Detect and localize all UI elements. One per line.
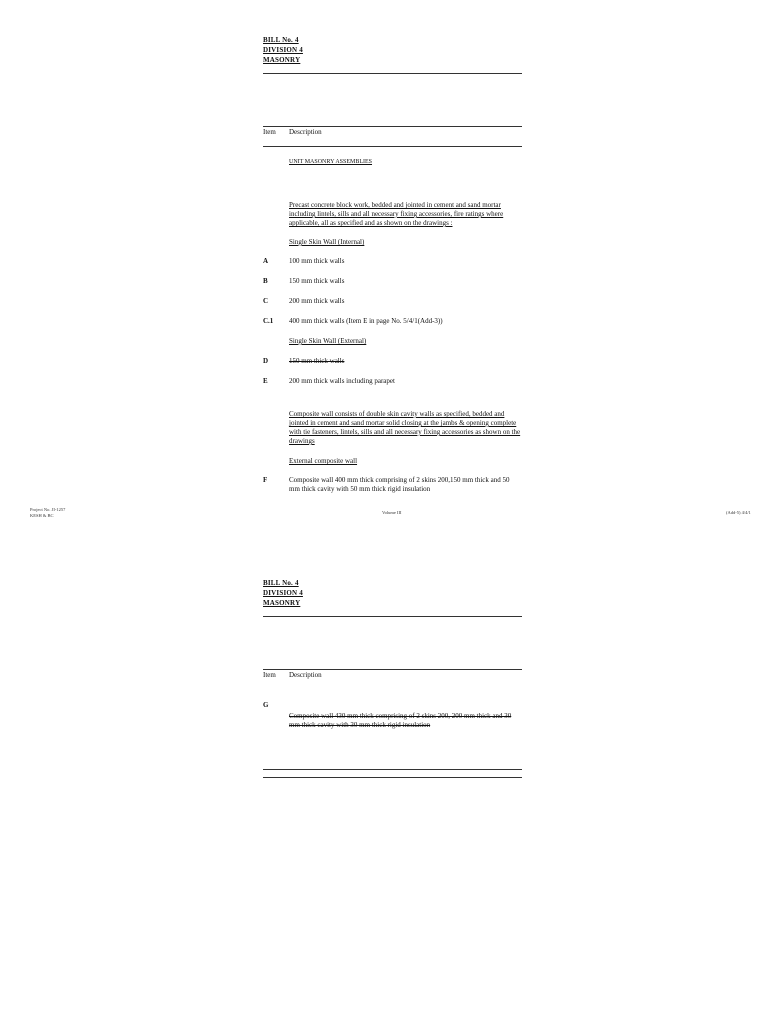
bill-number: BILL No. 4	[263, 36, 299, 44]
item-description: Composite wall 400 mm thick comprising of 2 skins 200,150 mm thick and 50 mm thick cavity with 50 mm thick rigid insulation	[289, 476, 510, 493]
bill-header	[263, 35, 303, 65]
division-title: MASONRY	[263, 56, 301, 64]
column-header-description: Description	[289, 671, 322, 679]
subheading-composite: External composite wall	[289, 457, 358, 465]
item-description: 150 mm thick walls	[289, 277, 345, 285]
item-description: 200 mm thick walls	[289, 297, 345, 305]
bill-header	[263, 578, 303, 608]
item-code: D	[263, 357, 269, 365]
table-top-rule	[263, 126, 522, 127]
division-number: DIVISION 4	[263, 589, 303, 597]
item-code: G	[263, 701, 269, 709]
item-code: B	[263, 277, 268, 285]
column-header-item: Item	[263, 128, 276, 136]
bill-number: BILL No. 4	[263, 579, 299, 587]
item-description: 200 mm thick walls including parapet	[289, 377, 395, 385]
bottom-rule-top	[263, 769, 522, 770]
table-top-rule	[263, 669, 522, 670]
bottom-rule-bottom	[263, 777, 522, 778]
footer-company: KESH & BC	[30, 513, 54, 518]
item-description: 400 mm thick walls (Item E in page No. 5/4/1(Add-3))	[289, 317, 443, 325]
item-code: E	[263, 377, 268, 385]
column-header-description: Description	[289, 128, 322, 136]
header-rule	[263, 73, 522, 74]
column-header-item: Item	[263, 671, 276, 679]
item-description: 150 mm thick walls	[289, 357, 345, 365]
item-code: A	[263, 257, 269, 265]
item-code: C.1	[263, 317, 274, 325]
item-code: F	[263, 476, 268, 484]
footer-volume: Volume III	[382, 510, 402, 515]
item-description: 100 mm thick walls	[289, 257, 345, 265]
header-rule	[263, 616, 522, 617]
subheading-external: Single Skin Wall (External)	[289, 337, 367, 345]
footer-project	[30, 507, 65, 519]
item-description: Composite wall 430 mm thick comprising of 2 skins 200, 200 mm thick and 30 mm thick cavity with 30 mm thick rigid insulation	[289, 712, 512, 729]
footer-project-number: Project No. JI-1257	[30, 507, 66, 512]
composite-paragraph: Composite wall consists of double skin cavity walls as specified, bedded and jointed in cement and sand mortar solid closing at the jambs & opening complete with tie fasteners, lintels, sills and all necessary fixing accessories as shown on the drawings	[289, 410, 521, 445]
footer-page-number: (Add-5) 4/4/1	[726, 510, 751, 515]
division-number: DIVISION 4	[263, 46, 303, 54]
subheading-internal: Single Skin Wall (Internal)	[289, 238, 365, 246]
table-header-rule	[263, 146, 522, 147]
division-title: MASONRY	[263, 599, 301, 607]
intro-paragraph: Precast concrete block work, bedded and jointed in cement and sand mortar including lintels, sills and all necessary fixing accessories, fire ratings where applicable, all as specified and as shown on the drawings :	[289, 201, 504, 227]
item-code: C	[263, 297, 269, 305]
section-title: UNIT MASONRY ASSEMBLIES	[289, 159, 373, 165]
